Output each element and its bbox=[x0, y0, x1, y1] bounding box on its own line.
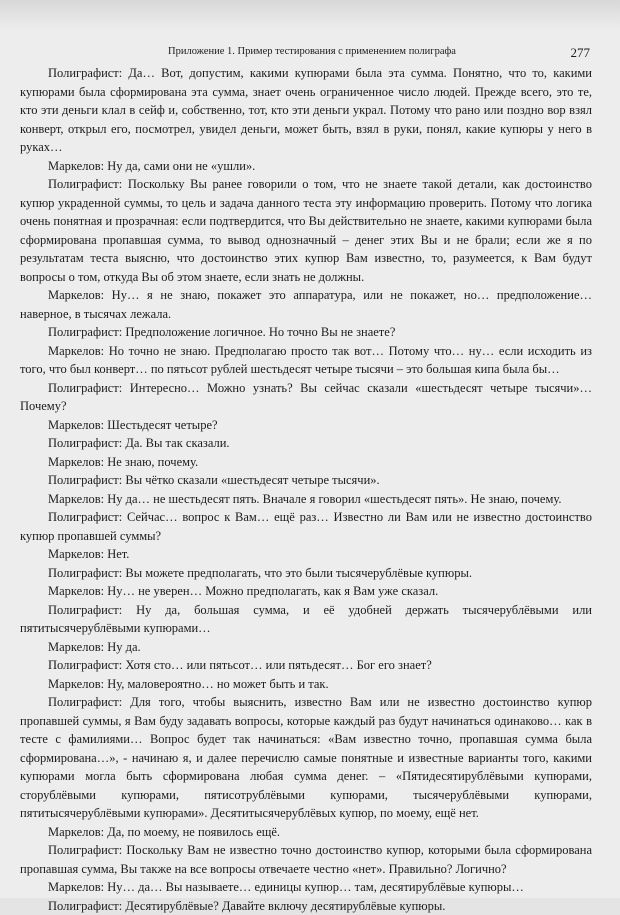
paragraph: Полиграфист: Предположение логичное. Но точно Вы не знаете? bbox=[20, 323, 592, 342]
paragraph: Полиграфист: Интересно… Можно узнать? Вы сейчас сказали «шестьдесят четыре тысячи»… Почему? bbox=[20, 379, 592, 416]
page-number: 277 bbox=[571, 45, 591, 61]
paragraph: Полиграфист: Поскольку Вам не известно точно достоинство купюр, которыми была сформирована пропавшая сумма, Вы также на все вопросы отвечаете честно «нет». Правильно? Логично? bbox=[20, 841, 592, 878]
paragraph: Полиграфист: Да. Вы так сказали. bbox=[20, 434, 592, 453]
paragraph: Полиграфист: Хотя сто… или пятьсот… или пятьдесят… Бог его знает? bbox=[20, 656, 592, 675]
paragraph: Полиграфист: Вы можете предполагать, что это были тысячерублёвые купюры. bbox=[20, 564, 592, 583]
paragraph: Маркелов: Ну… да… Вы называете… единицы купюр… там, десятирублёвые купюры… bbox=[20, 878, 592, 897]
paragraph: Полиграфист: Вы чётко сказали «шестьдесят четыре тысячи». bbox=[20, 471, 592, 490]
dialogue-text bbox=[20, 64, 592, 915]
paragraph: Маркелов: Но точно не знаю. Предполагаю просто так вот… Потому что… ну… если исходить из того, что был конверт… по пятьсот рублей шестьдесят четыре тысячи – это большая кипа была бы… bbox=[20, 342, 592, 379]
paragraph: Маркелов: Ну, маловероятно… но может быть и так. bbox=[20, 675, 592, 694]
paragraph: Маркелов: Ну да… не шестьдесят пять. Вначале я говорил «шестьдесят пять». Не знаю, почему. bbox=[20, 490, 592, 509]
paragraph: Полиграфист: Да… Вот, допустим, какими купюрами была эта сумма. Понятно, что то, какими купюрами была сформирована эта сумма, знает очень ограниченное число людей. Прежде всего, это те, кто эти деньги клал в сейф и, собственно, тот, кто эти деньги украл. Потому что рано или поздно вор взял конверт, открыл его, посмотрел, увидел деньги, может быть, взял в руки, понял, какие купюры у него в руках… bbox=[20, 64, 592, 157]
paragraph: Маркелов: Ну да, сами они не «ушли». bbox=[20, 157, 592, 176]
paragraph: Полиграфист: Поскольку Вы ранее говорили о том, что не знаете такой детали, как достоинство купюр украденной суммы, то цель и задача данного теста эту информацию проверить. Потому что логика очень понятная и прозрачная: если подтвердится, что Вы действительно не знаете, какими купюрами была сформирована пропавшая сумма, то вывод однозначный – денег этих Вы и не брали; если же я по результатам теста выясню, что достоинство этих купюр Вам известно, то, разумеется, к Вам будут вопросы о том, откуда Вы об этом знаете, если знать не должны. bbox=[20, 175, 592, 286]
paragraph: Маркелов: Не знаю, почему. bbox=[20, 453, 592, 472]
paragraph: Маркелов: Ну… я не знаю, покажет это аппаратура, или не покажет, но… предположение… наверное, в тысячах лежала. bbox=[20, 286, 592, 323]
paragraph: Полиграфист: Ну да, большая сумма, и её удобней держать тысячерублёвыми или пятитысячерублёвыми купюрами… bbox=[20, 601, 592, 638]
paragraph: Полиграфист: Десятирублёвые? Давайте включу десятирублёвые купюры. bbox=[20, 897, 592, 915]
paragraph: Маркелов: Ну да. bbox=[20, 638, 592, 657]
paragraph: Маркелов: Нет. bbox=[20, 545, 592, 564]
paragraph: Маркелов: Ну… не уверен… Можно предполагать, как я Вам уже сказал. bbox=[20, 582, 592, 601]
running-head: Приложение 1. Пример тестирования с применением полиграфа bbox=[168, 46, 456, 57]
page-header bbox=[20, 0, 592, 64]
paragraph: Полиграфист: Сейчас… вопрос к Вам… ещё раз… Известно ли Вам или не известно достоинство купюр пропавшей суммы? bbox=[20, 508, 592, 545]
paragraph: Полиграфист: Для того, чтобы выяснить, известно Вам или не известно достоинство купюр пропавшей суммы, я Вам буду задавать вопросы, которые каждый раз будут начинаться одинаково… как в тесте с фамилиями… Вопрос будет так начинаться: «Вам известно точно, пропавшая сумма была сформирована…», - начинаю я, и далее перечислю самые понятные и известные варианты того, какими купюрами могла быть сформирована любая сумма денег. – «Пятидесятирублёвыми купюрами, сторублёвыми купюрами, пятисотрублёвыми купюрами, тысячерублёвыми купюрами, пятитысячерублёвыми купюрами». Десятитысячерублёвых купюр, по моему, ещё нет. bbox=[20, 693, 592, 823]
paragraph: Маркелов: Да, по моему, не появилось ещё. bbox=[20, 823, 592, 842]
paragraph: Маркелов: Шестьдесят четыре? bbox=[20, 416, 592, 435]
